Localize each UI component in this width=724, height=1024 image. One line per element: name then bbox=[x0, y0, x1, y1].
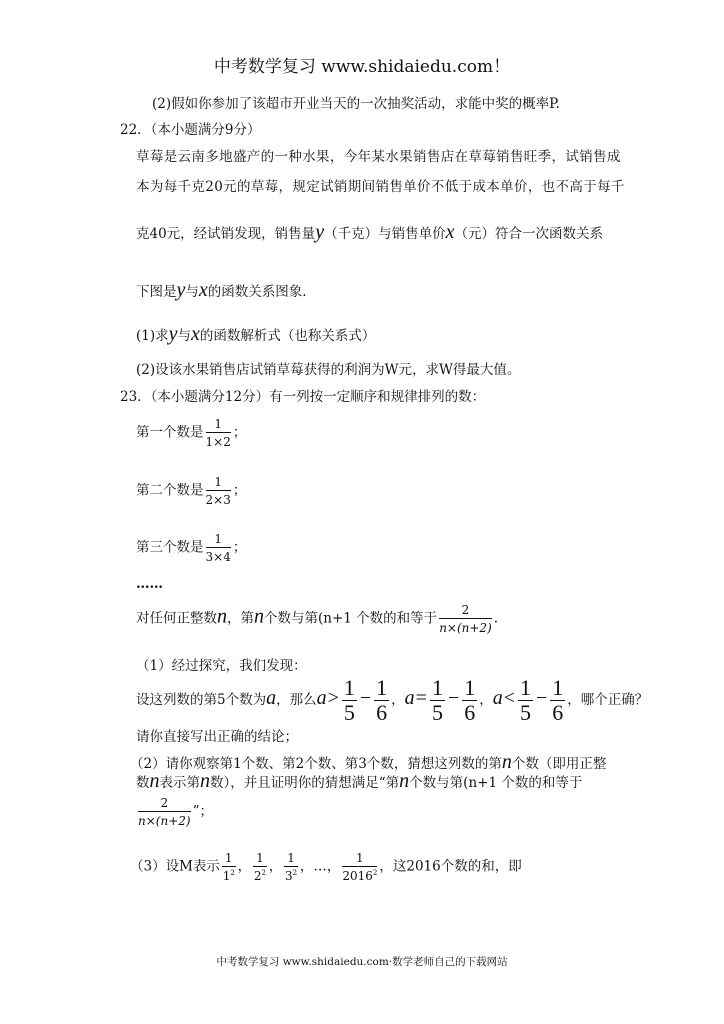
text: ； bbox=[232, 424, 247, 441]
fraction-one-sixth bbox=[462, 677, 477, 724]
text: 与 bbox=[177, 328, 192, 344]
text: n bbox=[468, 775, 478, 791]
base: 3 bbox=[284, 869, 293, 883]
denominator: 5 bbox=[520, 700, 531, 725]
q22-text-line2: 本为每千克20元的草莓，规定试销期间销售单价不低于成本单价，也不高于每千 bbox=[136, 179, 625, 195]
greater-than: > bbox=[327, 687, 339, 709]
text: 第三个数是 bbox=[136, 539, 204, 556]
var-n: n bbox=[399, 770, 410, 792]
denominator: 1×2 bbox=[205, 435, 231, 449]
text: ，哪个正确？ bbox=[567, 692, 649, 708]
numerator: 2 bbox=[439, 604, 492, 619]
var-x: x bbox=[445, 221, 455, 243]
denominator: 5 bbox=[431, 700, 443, 725]
text: ， bbox=[237, 858, 252, 875]
numerator: 1 bbox=[342, 852, 377, 867]
denominator: 6 bbox=[552, 700, 564, 725]
var-n: n bbox=[254, 605, 264, 628]
q23-part1: （1）经过探究，我们发现： bbox=[136, 658, 307, 674]
text: ， bbox=[391, 692, 405, 708]
numerator: 1 bbox=[206, 418, 231, 433]
q23-part1-options bbox=[136, 677, 648, 724]
page-header: 中考数学复习 www.shidaiedu.com！ bbox=[213, 57, 511, 77]
q22-part1 bbox=[136, 324, 375, 344]
ellipsis: …… bbox=[136, 576, 163, 592]
var-x: x bbox=[198, 279, 208, 301]
numerator: 1 bbox=[222, 852, 236, 867]
var-y: y bbox=[176, 279, 186, 301]
page-footer: 中考数学复习 www.shidaiedu.com·数学老师自己的下载网站 bbox=[216, 956, 508, 968]
text: （3）设M表示 bbox=[130, 858, 220, 875]
denominator: n×(n+2) bbox=[439, 621, 492, 635]
exponent: 2 bbox=[372, 869, 378, 877]
fraction-first bbox=[206, 418, 231, 448]
exponent: 2 bbox=[261, 869, 266, 877]
fraction-one-over-3sq bbox=[284, 852, 298, 882]
text: （元）符合一次函数关系 bbox=[454, 226, 603, 242]
denominator: 3×4 bbox=[205, 550, 231, 564]
text: 表示第 bbox=[159, 775, 200, 791]
var-a: a bbox=[492, 687, 503, 709]
q23-part2-line2 bbox=[136, 771, 582, 791]
text: ”； bbox=[192, 803, 213, 820]
fraction-sum bbox=[138, 797, 191, 827]
text: ； bbox=[232, 539, 247, 556]
sequence-first bbox=[136, 418, 246, 448]
text: 设这列数的第5个数为 bbox=[136, 692, 267, 708]
sequence-second bbox=[136, 476, 246, 506]
denominator: n×(n+2) bbox=[138, 814, 191, 828]
var-a: a bbox=[316, 687, 327, 709]
text: 个数与第( bbox=[409, 775, 469, 791]
text: 数 bbox=[136, 775, 150, 791]
q23-part2-line3 bbox=[136, 797, 213, 827]
numerator: 1 bbox=[520, 675, 531, 700]
minus: − bbox=[359, 687, 372, 709]
text: +1 个数的和等于 bbox=[331, 610, 438, 627]
text: 下图是 bbox=[136, 284, 177, 300]
text: 的函数解析式（也称关系式） bbox=[199, 328, 376, 344]
var-x: x bbox=[191, 323, 200, 345]
fraction-one-sixth bbox=[550, 677, 565, 724]
text: 与 bbox=[185, 284, 199, 300]
fraction-one-over-2016sq bbox=[342, 852, 377, 882]
text: （2）请你观察第1个数、第2个数、第3个数，猜想这列数的第 bbox=[130, 756, 502, 772]
fraction-one-fifth bbox=[430, 677, 445, 724]
equals: = bbox=[415, 687, 427, 709]
less-than: < bbox=[503, 687, 515, 709]
exponent: 2 bbox=[292, 869, 298, 877]
fraction-sum bbox=[439, 604, 492, 634]
q22-part2: (2)设该水果销售店试销草莓获得的利润为W元，求W得最大值。 bbox=[136, 362, 521, 378]
denominator bbox=[342, 867, 377, 882]
text: 的函数关系图象. bbox=[207, 284, 307, 300]
sequence-rule bbox=[136, 604, 498, 634]
minus: − bbox=[536, 687, 548, 709]
text: 第一个数是 bbox=[136, 424, 204, 441]
text: （千克）与销售单价 bbox=[324, 226, 446, 242]
q22-text-line4 bbox=[136, 280, 307, 300]
denominator: 5 bbox=[343, 700, 355, 725]
denominator bbox=[222, 867, 236, 882]
base: 1 bbox=[222, 869, 231, 883]
numerator: 1 bbox=[206, 533, 231, 548]
var-y: y bbox=[315, 221, 325, 243]
var-n: n bbox=[501, 751, 512, 773]
numerator: 1 bbox=[376, 675, 388, 700]
text: 个数与第( bbox=[264, 610, 324, 627]
fraction-one-fifth bbox=[518, 677, 533, 724]
text: ，那么 bbox=[276, 692, 317, 708]
numerator: 1 bbox=[431, 675, 443, 700]
var-a: a bbox=[404, 687, 415, 709]
denominator: 2×3 bbox=[205, 493, 231, 507]
numerator: 1 bbox=[206, 476, 231, 491]
text: ， bbox=[268, 858, 283, 875]
text: ， bbox=[299, 858, 314, 875]
var-n: n bbox=[200, 770, 210, 792]
exponent: 2 bbox=[230, 869, 235, 877]
text: 个数（即用正整 bbox=[511, 756, 607, 772]
denominator: 6 bbox=[464, 700, 476, 725]
numerator: 1 bbox=[343, 675, 355, 700]
fraction-second bbox=[206, 476, 231, 506]
base: 2 bbox=[253, 869, 262, 883]
numerator: 1 bbox=[253, 852, 267, 867]
text: 对任何正整数 bbox=[136, 610, 217, 627]
numerator: 1 bbox=[284, 852, 298, 867]
text: 克40元，经试销发现，销售量 bbox=[136, 226, 316, 242]
fraction-one-fifth bbox=[342, 677, 357, 724]
text: ， bbox=[479, 692, 493, 708]
text: ； bbox=[232, 482, 247, 499]
text: 数），并且证明你的猜想满足“第 bbox=[210, 775, 400, 791]
q23-part2-line1 bbox=[130, 752, 606, 772]
base: 2016 bbox=[342, 869, 373, 883]
text: 第二个数是 bbox=[136, 482, 204, 499]
denominator: 6 bbox=[376, 700, 388, 725]
text: …， bbox=[313, 858, 341, 875]
q22-title: 22．（本小题满分9分） bbox=[120, 122, 261, 138]
text: +1 个数的和等于 bbox=[477, 775, 583, 791]
text: ，第 bbox=[227, 610, 254, 627]
var-a: a bbox=[266, 687, 277, 709]
denominator bbox=[284, 867, 298, 882]
fraction-one-sixth bbox=[374, 677, 389, 724]
numerator: 2 bbox=[138, 797, 191, 812]
sequence-third bbox=[136, 533, 246, 563]
text: (1)求 bbox=[136, 328, 169, 344]
numerator: 1 bbox=[552, 675, 564, 700]
var-n: n bbox=[149, 770, 160, 792]
var-n: n bbox=[217, 605, 227, 628]
fraction-one-over-1sq bbox=[222, 852, 236, 882]
q22-text-line1: 草莓是云南多地盛产的一种水果，今年某水果销售店在草莓销售旺季，试销售成 bbox=[136, 149, 621, 165]
text: n bbox=[323, 610, 332, 627]
q21-part2: (2)假如你参加了该超市开业当天的一次抽奖活动，求能中奖的概率P. bbox=[152, 96, 560, 112]
fraction-one-over-2sq bbox=[253, 852, 267, 882]
text: ，这2016个数的和，即 bbox=[379, 858, 522, 875]
q23-part1-instruction: 请你直接写出正确的结论； bbox=[136, 729, 298, 745]
fraction-third bbox=[206, 533, 231, 563]
minus: − bbox=[447, 687, 460, 709]
var-y: y bbox=[168, 323, 178, 345]
q22-text-line3 bbox=[136, 222, 603, 242]
denominator bbox=[253, 867, 267, 882]
text: . bbox=[493, 610, 499, 627]
q23-part3 bbox=[130, 852, 522, 882]
q23-title: 23．（本小题满分12分）有一列按一定顺序和规律排列的数： bbox=[120, 389, 486, 405]
numerator: 1 bbox=[464, 675, 476, 700]
